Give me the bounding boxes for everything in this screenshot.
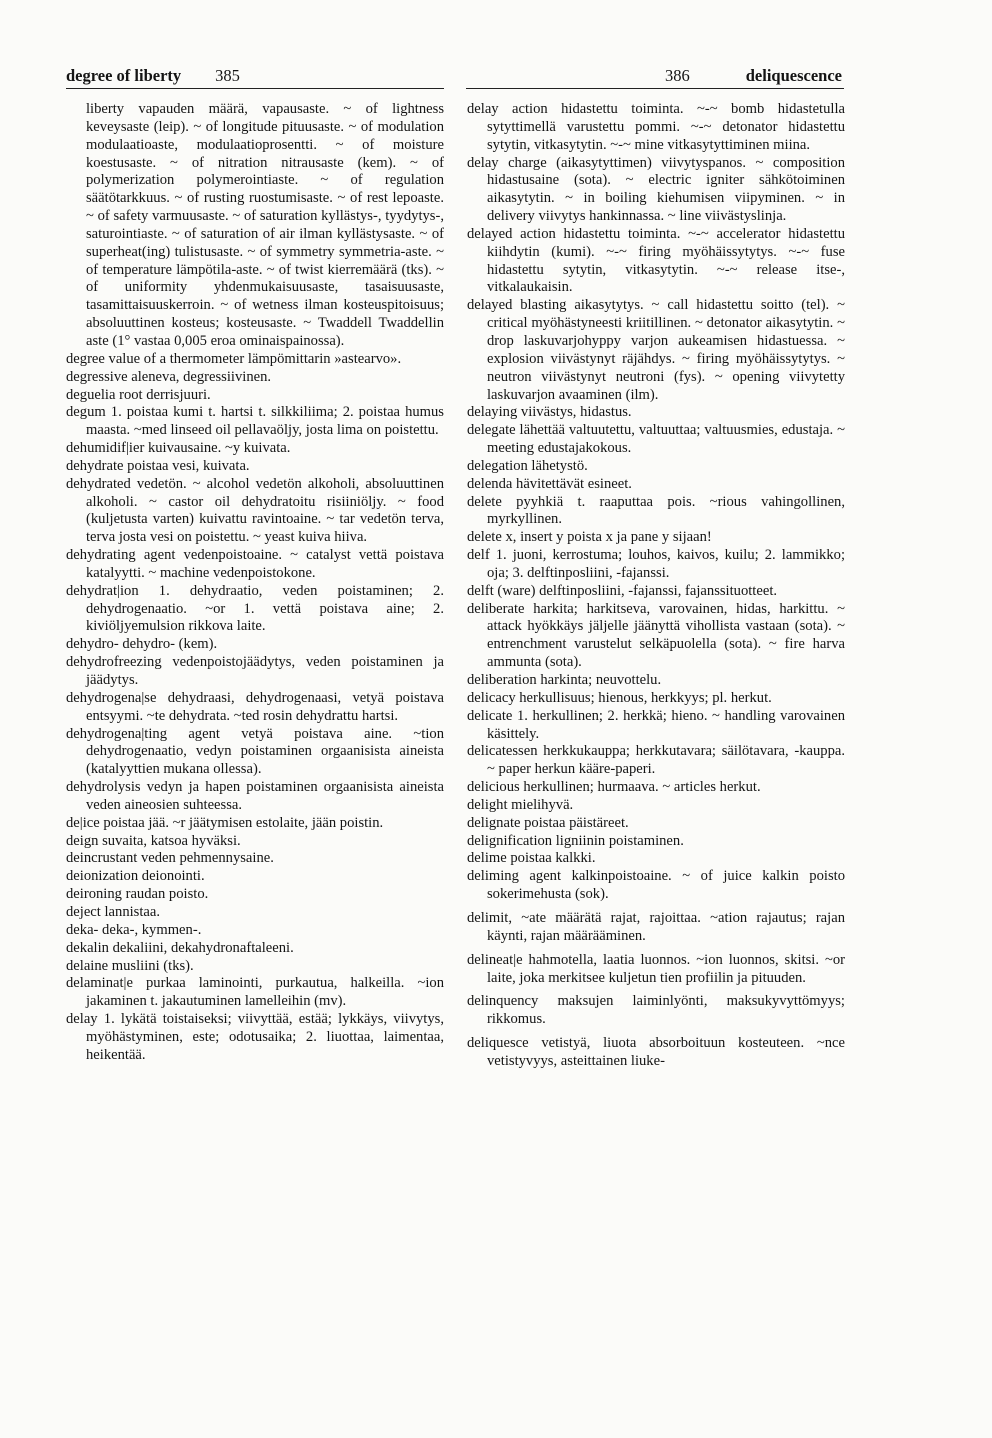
dictionary-entry: dehydrate poistaa vesi, kuivata.	[66, 457, 250, 474]
dictionary-entry: delimit, ~ate määrätä rajat, rajoittaa. ~ation rajautus; rajan käynti, rajan määrääminen.	[467, 909, 845, 944]
dictionary-entry: degum 1. poistaa kumi t. hartsi t. silkkiliima; 2. poistaa humus maasta. ~med linseed oil pellavaöljy, josta lima on poistettu.	[66, 404, 444, 439]
dictionary-entry: liberty vapauden määrä, vapausaste. ~ of lightness keveysaste (leip). ~ of longitude pituusaste. ~ of modulation modulaatioaste, modulaatioprosentti. ~ of moisture koestusaste. ~ of nitration nitrausaste (kem). ~ of polymerization polymerointiaste. ~ of regulation säätötarkkuus. ~ of rusting ruostumisaste. ~ of rest lepoaste. ~ of safety varmuusaste. ~ of saturation kyllästys-, tyydytys-, saturointiaste. ~ of saturation of air ilman kyllästysaste. ~ of superheat(ing) tulistusaste. ~ of symmetry symmetria-aste. ~ of temperature lämpötila-aste. ~ of twist kierremäärä (tks). ~ of uniformity yhdenmukaisuusaste, tasaisuusaste, tasamittaisuuskerroin. ~ of wetness ilman kosteuspitoisuus; absoluuttinen kosteus; kosteusaste. ~ Twaddell Twaddellin aste (1° vastaa 0,005 eroa ominaispainossa).	[86, 101, 444, 349]
left-keyword: degree of liberty	[66, 66, 182, 85]
dictionary-entry: dehumidif|ier kuivausaine. ~y kuivata.	[66, 440, 291, 457]
dictionary-entry: delayed action hidastettu toiminta. ~-~ accelerator hidastettu kiihdytin (kumi). ~-~ firing myöhäissytytys. ~-~ fuse hidastettu sytytin, vitkasytytin. ~-~ release itse-, vitkalaukaisin.	[467, 225, 845, 296]
left-page-number: 385	[215, 66, 240, 85]
dictionary-entry: deincrustant veden pehmennysaine.	[66, 850, 274, 867]
dictionary-entry: delay action hidastettu toiminta. ~-~ bomb hidastetulla sytyttimellä varustettu pommi. ~-~ detonator hidastettu sytytin, vitkasytytin. ~-~ mine vitkasytyttiminen miina.	[467, 101, 845, 153]
dictionary-entry: delegation lähetystö.	[467, 457, 588, 474]
dictionary-entry: dehydrating agent vedenpoistoaine. ~ catalyst vettä poistava katalyytti. ~ machine vedenpoistokone.	[66, 547, 444, 581]
dictionary-entry: delineat|e hahmotella, laatia luonnos. ~ion luonnos, skitsi. ~or laite, joka merkitsee kuljetun tien profiilin ja pituuden.	[467, 951, 845, 986]
dictionary-entry: delete x, insert y poista x ja pane y sijaan!	[467, 529, 712, 546]
dictionary-entry: dekalin dekaliini, dekahydronaftaleeni.	[66, 939, 294, 956]
dictionary-entry: deliquesce vetistyä, liuota absorboituun kosteuteen. ~nce vetistyvyys, asteittainen liuke-	[467, 1035, 845, 1069]
dictionary-entry: delete pyyhkiä t. raaputtaa pois. ~rious vahingollinen, myrkyllinen.	[467, 493, 845, 528]
dictionary-entry: dehydrofreezing vedenpoistojäädytys, veden poistaminen ja jäädytys.	[66, 654, 444, 688]
right-running-head	[665, 66, 842, 86]
dictionary-entry: deject lannistaa.	[66, 903, 161, 920]
dictionary-entry: deka- deka-, kymmen-.	[66, 921, 202, 938]
dictionary-entry: delay 1. lykätä toistaiseksi; viivyttää, estää; lykkäys, viivytys, myöhästyminen, este; odotusaika; 2. liuottaa, laimentaa, heikentää.	[66, 1011, 444, 1063]
dictionary-entry: deguelia root derrisjuuri.	[66, 386, 211, 403]
dictionary-entry: dehydro- dehydro- (kem).	[66, 636, 218, 653]
dictionary-entry: delicatessen herkkukauppa; herkkutavara; säilötavara, -kauppa. ~ paper herkun kääre-paperi.	[467, 743, 845, 778]
dictionary-entry: deign suvaita, katsoa hyväksi.	[66, 832, 241, 849]
dictionary-entry: delay charge (aikasytyttimen) viivytyspanos. ~ composition hidastusaine (sota). ~ electric igniter sähkötoiminen aikasytytin. ~ in boiling kiehumisen viipyminen. ~ in delivery viivytys hankinnassa. ~ line viivästyslinja.	[467, 154, 845, 225]
dictionary-entry: delight mielihyvä.	[467, 796, 574, 813]
dictionary-entry: degree value of a thermometer lämpömittarin »astearvo».	[66, 350, 402, 367]
dictionary-entry: delayed blasting aikasytytys. ~ call hidastettu soitto (tel). ~ critical myöhästyneesti kriitillinen. ~ detonator aikasytytin. ~ drop laskuvarjohyppy varjon aukeamisen hidastuessa. ~ explosion viivästynyt räjähdys. ~ firing myöhäissytytys. ~ neutron viivästynyt neutroni (fys). ~ opening viivytetty laskuvarjon avaaminen (ilm).	[467, 297, 845, 403]
dictionary-entry: de|ice poistaa jää. ~r jäätymisen estolaite, jään poistin.	[66, 814, 384, 831]
dictionary-entry: dehydrolysis vedyn ja hapen poistaminen orgaanisista aineista veden aineosien suhteessa.	[66, 779, 444, 813]
dictionary-entry: dehydrogena|ting agent vetyä poistava aine. ~tion dehydrogenaatio, vedyn poistaminen orgaanisista aineista (katalyyttien mukana ollessa).	[66, 725, 444, 778]
dictionary-entry: deliberation harkinta; neuvottelu.	[467, 672, 662, 688]
left-header-rule	[66, 88, 444, 89]
dictionary-entry: delignification ligniinin poistaminen.	[467, 832, 684, 849]
dictionary-entry: delicate 1. herkullinen; 2. herkkä; hieno. ~ handling varovainen käsittely.	[467, 707, 845, 742]
dictionary-entry: delf 1. juoni, kerrostuma; louhos, kaivos, kuilu; 2. lammikko; oja; 3. delftinposliini, -fajanssi.	[467, 547, 845, 581]
dictionary-entry: delaminat|e purkaa laminointi, purkautua, halkeilla. ~ion jakaminen t. jakautuminen lamelleihin (mv).	[66, 975, 444, 1010]
dictionary-entry: delicacy herkullisuus; hienous, herkkyys; pl. herkut.	[467, 689, 772, 706]
dictionary-entry: delft (ware) delftinposliini, -fajanssi, fajanssituotteet.	[467, 582, 778, 599]
dictionary-entry: delime poistaa kalkki.	[467, 850, 596, 867]
dictionary-entry: delenda hävitettävät esineet.	[467, 475, 632, 492]
right-keyword: deliquescence	[745, 66, 842, 85]
dictionary-entry: degressive aleneva, degressiivinen.	[66, 368, 272, 385]
dictionary-entry: delegate lähettää valtuutettu, valtuuttaa; valtuusmies, edustaja. ~ meeting edustajakokous.	[467, 422, 845, 457]
dictionary-entry: delaying viivästys, hidastus.	[467, 404, 632, 421]
left-running-head	[66, 66, 240, 86]
dictionary-entry: dehydrated vedetön. ~ alcohol vedetön alkoholi, absoluuttinen alkoholi. ~ castor oil dehydratoitu risiiniöljy. ~ food (kuljetusta varten) kuivattu ravintoaine. ~ tar vedetön terva, terva josta vesi on poistettu. ~ yeast kuiva hiiva.	[66, 475, 444, 546]
dictionary-entry: delicious herkullinen; hurmaava. ~ articles herkut.	[467, 779, 761, 796]
dictionary-entry: deironing raudan poisto.	[66, 886, 209, 903]
right-page-number: 386	[665, 66, 690, 85]
dictionary-entry: delinquency maksujen laiminlyönti, maksukyvyttömyys; rikkomus.	[467, 993, 845, 1028]
dictionary-entry: dehydrat|ion 1. dehydraatio, veden poistaminen; 2. dehydrogenaatio. ~or 1. vettä poistava aine; 2. kiviöljyemulsion rikkova laite.	[66, 582, 444, 635]
dictionary-entry: deliming agent kalkinpoistoaine. ~ of juice kalkin poisto sokerimehusta (sok).	[467, 868, 845, 903]
dictionary-entry: delaine musliini (tks).	[66, 957, 194, 974]
dictionary-entry: dehydrogena|se dehydraasi, dehydrogenaasi, vetyä poistava entsyymi. ~te dehydrata. ~ted rosin dehydrattu hartsi.	[66, 689, 444, 724]
dictionary-entry: delignate poistaa päistäreet.	[467, 814, 629, 831]
dictionary-entry: deionization deionointi.	[66, 868, 205, 885]
right-header-rule	[466, 88, 844, 89]
right-column	[467, 101, 845, 1071]
dictionary-entry: deliberate harkita; harkitseva, varovainen, hidas, harkittu. ~ attack hyökkäys jäljelle jäänyttä vihollista vastaan (sota). ~ entrenchment varustelut selkäpuolella (sota). ~ fire harva ammunta (sota).	[467, 600, 845, 671]
left-column	[66, 101, 444, 1065]
